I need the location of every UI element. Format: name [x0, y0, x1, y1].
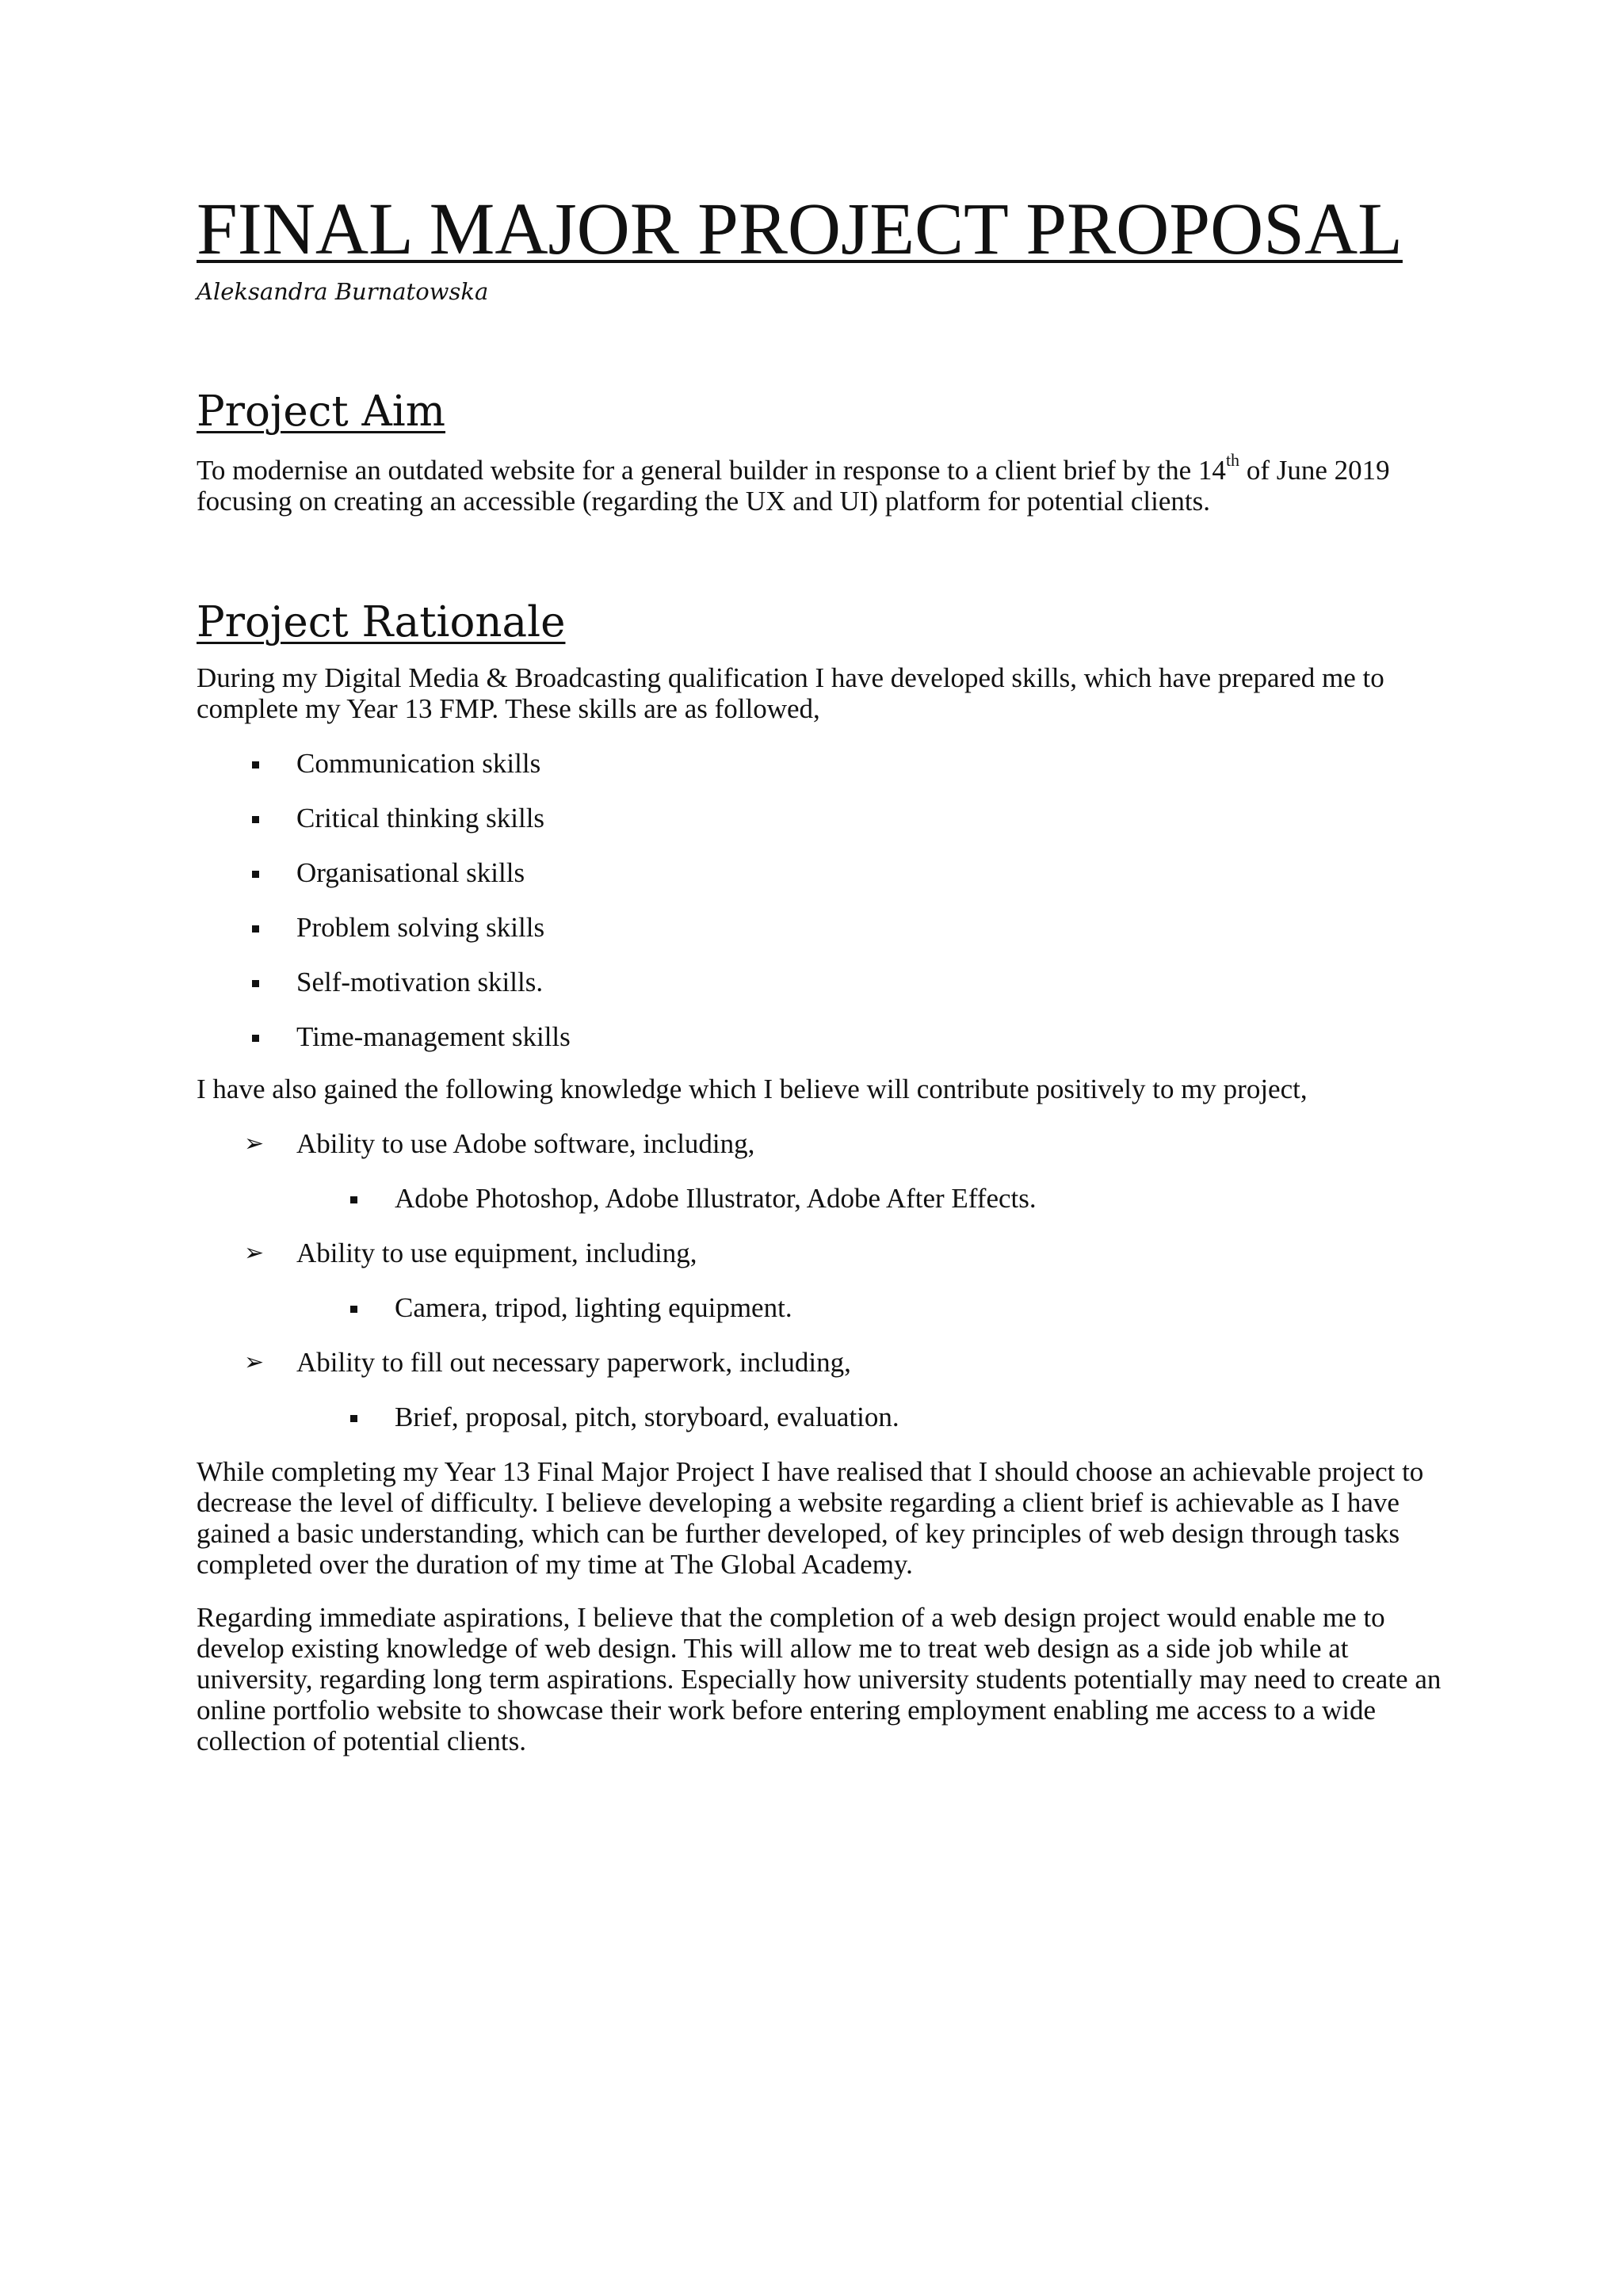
- rationale-paragraph-2: Regarding immediate aspirations, I believe that the completion of a web design project would enable me to develop existing knowledge of web design. This will allow me to treat web design as a side job while at university, regarding long term aspirations. Especially how university students potentially may need to create an online portfolio website to showcase their work before entering employment enabling me access to a wide collection of potential clients.: [197, 1602, 1442, 1756]
- skill-label: Critical thinking skills: [296, 803, 545, 833]
- skill-label: Organisational skills: [296, 857, 525, 888]
- list-item: [197, 967, 1449, 997]
- square-bullet-icon: [350, 1196, 357, 1203]
- square-bullet-icon: [252, 1035, 259, 1042]
- list-item: [197, 1347, 1449, 1378]
- skill-label: Time-management skills: [296, 1021, 571, 1052]
- list-item: [197, 748, 1449, 779]
- list-item: [197, 1128, 1449, 1159]
- knowledge-detail: Camera, tripod, lighting equipment.: [395, 1292, 792, 1323]
- rationale-paragraph-1: While completing my Year 13 Final Major Project I have realised that I should choose an achievable project to decrease the level of difficulty. I believe developing a website regarding a client brief is achievable as I have gained a basic understanding, which can be further developed, of key principles of web design through tasks completed over the duration of my time at The Global Academy.: [197, 1456, 1424, 1580]
- square-bullet-icon: [252, 925, 259, 933]
- knowledge-label: Ability to use equipment, including,: [296, 1238, 697, 1268]
- document-title: FINAL MAJOR PROJECT PROPOSAL: [197, 189, 1403, 270]
- list-item: [197, 1292, 1449, 1323]
- skill-label: Problem solving skills: [296, 912, 545, 943]
- skill-label: Self-motivation skills.: [296, 967, 544, 997]
- list-item: [197, 1238, 1449, 1268]
- arrow-bullet-icon: ➢: [244, 1239, 265, 1267]
- aim-text-superscript: th: [1225, 450, 1240, 471]
- square-bullet-icon: [252, 871, 259, 878]
- aim-heading: Project Aim: [197, 387, 446, 436]
- aim-text-part-2: of June 2019 focusing on creating an accessible (regarding the UX and UI) platform for potential clients.: [197, 455, 1390, 517]
- aim-text: [197, 450, 1449, 517]
- square-bullet-icon: [252, 980, 259, 987]
- aim-text-part-1: To modernise an outdated website for a general builder in response to a client brief by the 14: [197, 455, 1226, 486]
- square-bullet-icon: [350, 1415, 357, 1422]
- list-item: [197, 803, 1449, 833]
- square-bullet-icon: [350, 1306, 357, 1313]
- arrow-bullet-icon: ➢: [244, 1348, 265, 1376]
- knowledge-label: Ability to use Adobe software, including,: [296, 1128, 755, 1159]
- knowledge-list: [197, 1128, 1449, 1432]
- list-item: [197, 912, 1449, 943]
- knowledge-label: Ability to fill out necessary paperwork, including,: [296, 1347, 851, 1378]
- knowledge-intro: I have also gained the following knowledge which I believe will contribute positively to my project,: [197, 1074, 1308, 1104]
- square-bullet-icon: [252, 761, 259, 769]
- list-item: [197, 1183, 1449, 1214]
- arrow-bullet-icon: ➢: [244, 1130, 265, 1158]
- list-item: [197, 1021, 1449, 1052]
- document-author: Aleksandra Burnatowska: [197, 278, 489, 305]
- document-page: [197, 190, 1449, 1756]
- knowledge-detail: Brief, proposal, pitch, storyboard, evaluation.: [395, 1402, 899, 1432]
- rationale-heading: Project Rationale: [197, 598, 566, 646]
- rationale-intro: During my Digital Media & Broadcasting qualification I have developed skills, which have prepared me to complete my Year 13 FMP. These skills are as followed,: [197, 662, 1384, 724]
- skill-label: Communication skills: [296, 748, 541, 779]
- list-item: [197, 1402, 1449, 1432]
- square-bullet-icon: [252, 816, 259, 823]
- list-item: [197, 857, 1449, 888]
- knowledge-detail: Adobe Photoshop, Adobe Illustrator, Adobe After Effects.: [395, 1183, 1037, 1214]
- skills-list: [197, 748, 1449, 1052]
